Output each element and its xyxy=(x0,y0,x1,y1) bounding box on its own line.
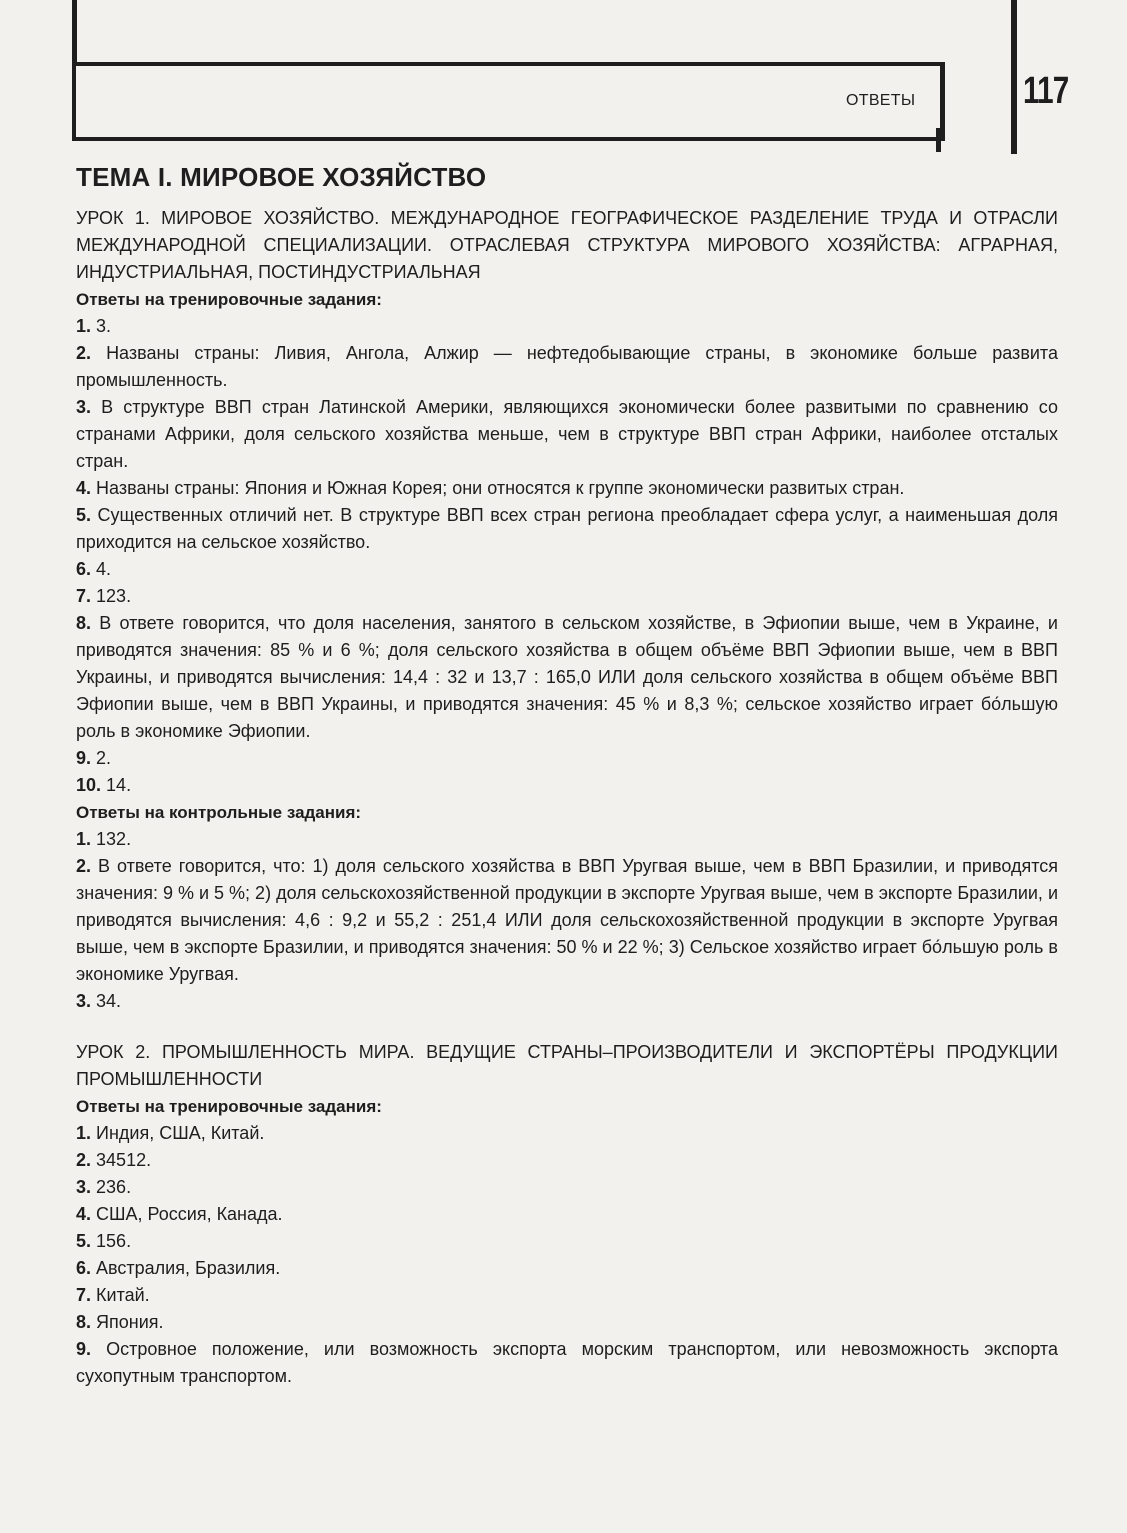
lesson-1-title: УРОК 1. МИРОВОЕ ХОЗЯЙСТВО. МЕЖДУНАРОДНОЕ ГЕОГРАФИЧЕСКОЕ РАЗДЕЛЕНИЕ ТРУДА И ОТРАСЛИ МЕЖДУНАРОДНОЙ СПЕЦИАЛИЗАЦИИ. ОТРАСЛЕВАЯ СТРУКТУРА МИРОВОГО ХОЗЯЙСТВА: АГРАРНАЯ, ИНДУСТРИАЛЬНАЯ, ПОСТИНДУСТРИАЛЬНАЯ xyxy=(76,208,1058,282)
answer-item xyxy=(76,745,1058,772)
answer-item xyxy=(76,313,1058,340)
answer-text: 2. xyxy=(96,748,112,768)
answer-item xyxy=(76,1309,1058,1336)
answer-item xyxy=(76,1228,1058,1255)
section-label: ОТВЕТЫ xyxy=(846,92,916,109)
answer-text: 3. xyxy=(96,316,112,336)
theme-title: ТЕМА I. МИРОВОЕ ХОЗЯЙСТВО xyxy=(76,162,487,192)
answer-number: 2. xyxy=(76,1150,92,1170)
lesson-2-title: УРОК 2. ПРОМЫШЛЕННОСТЬ МИРА. ВЕДУЩИЕ СТРАНЫ–ПРОИЗВОДИТЕЛИ И ЭКСПОРТЁРЫ ПРОДУКЦИИ ПРОМЫШЛЕННОСТИ xyxy=(76,1042,1058,1089)
answer-number: 3. xyxy=(76,991,92,1011)
answer-number: 8. xyxy=(76,613,92,633)
answer-text: Австралия, Бразилия. xyxy=(96,1258,281,1278)
answer-text: Индия, США, Китай. xyxy=(96,1123,265,1143)
answer-number: 9. xyxy=(76,748,92,768)
answer-number: 2. xyxy=(76,343,92,363)
answer-text: 156. xyxy=(96,1231,132,1251)
answer-text: 4. xyxy=(96,559,112,579)
answer-text: Названы страны: Япония и Южная Корея; они относятся к группе экономически развитых стран. xyxy=(96,478,905,498)
answer-item xyxy=(76,583,1058,610)
answer-text: В ответе говорится, что: 1) доля сельского хозяйства в ВВП Уругвая выше, чем в ВВП Бразилии, и приводятся значения: 9 % и 5 %; 2) доля сельскохозяйственной продукции в экспорте Уругвая выше, чем в экспорте Бразилии, и приводятся вычисления: 4,6 : 9,2 и 55,2 : 251,4 ИЛИ доля сельскохозяйственной продукции в экспорте Уругвая выше, чем в экспорте Бразилии, и приводятся значения: 50 % и 22 %; 3) Сельское хозяйство играет бо́льшую роль в экономике Уругвая. xyxy=(76,856,1058,984)
answer-item xyxy=(76,988,1058,1015)
answer-item xyxy=(76,556,1058,583)
answer-text: 34512. xyxy=(96,1150,152,1170)
answer-text: 132. xyxy=(96,829,132,849)
header-frame-tick xyxy=(936,128,941,152)
answer-item xyxy=(76,610,1058,745)
answer-item xyxy=(76,394,1058,475)
lesson-2-training-heading: Ответы на тренировочные задания: xyxy=(76,1097,382,1116)
answer-number: 3. xyxy=(76,1177,92,1197)
answer-item xyxy=(76,1336,1058,1390)
page-number: 117 xyxy=(1023,70,1069,112)
answer-text: Япония. xyxy=(96,1312,164,1332)
answer-number: 7. xyxy=(76,1285,92,1305)
lesson-2-training-list xyxy=(76,1120,1058,1390)
answer-text: В структуре ВВП стран Латинской Америки, являющихся экономически более развитыми по сравнению со странами Африки, доля сельского хозяйства меньше, чем в структуре ВВП стран Африки, наиболее отсталых стран. xyxy=(76,397,1058,471)
answer-number: 10. xyxy=(76,775,102,795)
answer-text: 123. xyxy=(96,586,132,606)
lesson-1-training-heading: Ответы на тренировочные задания: xyxy=(76,290,382,309)
answer-number: 1. xyxy=(76,316,92,336)
answer-number: 6. xyxy=(76,1258,92,1278)
answer-number: 2. xyxy=(76,856,92,876)
answer-text: США, Россия, Канада. xyxy=(96,1204,283,1224)
page-number-divider xyxy=(1011,0,1017,154)
answer-number: 6. xyxy=(76,559,92,579)
answer-text: В ответе говорится, что доля населения, занятого в сельском хозяйстве, в Эфиопии выше, чем в Украине, и приводятся значения: 85 % и 6 %; доля сельского хозяйства в общем объёме ВВП Эфиопии выше, чем в ВВП Украины, и приводятся вычисления: 14,4 : 32 и 13,7 : 165,0 ИЛИ доля сельского хозяйства в общем объёме ВВП Эфиопии выше, чем в ВВП Украины, и приводятся значения: 45 % и 8,3 %; сельское хозяйство играет бо́льшую роль в экономике Эфиопии. xyxy=(76,613,1058,741)
answer-number: 4. xyxy=(76,1204,92,1224)
answer-item xyxy=(76,1282,1058,1309)
answer-number: 3. xyxy=(76,397,92,417)
answer-number: 7. xyxy=(76,586,92,606)
answer-number: 5. xyxy=(76,1231,92,1251)
answer-number: 5. xyxy=(76,505,92,525)
answer-item xyxy=(76,853,1058,988)
answer-number: 1. xyxy=(76,829,92,849)
page-content xyxy=(76,205,1058,1390)
answer-item xyxy=(76,475,1058,502)
lesson-1-training-list xyxy=(76,313,1058,799)
answer-item xyxy=(76,1120,1058,1147)
answer-item xyxy=(76,340,1058,394)
lesson-1-control-list xyxy=(76,826,1058,1015)
answer-text: 34. xyxy=(96,991,122,1011)
answer-text: Названы страны: Ливия, Ангола, Алжир — нефтедобывающие страны, в экономике больше развита промышленность. xyxy=(76,343,1058,390)
answer-item xyxy=(76,1201,1058,1228)
answer-text: 14. xyxy=(106,775,132,795)
answer-item xyxy=(76,826,1058,853)
answer-text: Китай. xyxy=(96,1285,150,1305)
answer-text: Существенных отличий нет. В структуре ВВП всех стран региона преобладает сфера услуг, а наименьшая доля приходится на сельское хозяйство. xyxy=(76,505,1058,552)
answer-item xyxy=(76,1174,1058,1201)
lesson-1-control-heading: Ответы на контрольные задания: xyxy=(76,803,362,822)
answer-text: 236. xyxy=(96,1177,132,1197)
answer-number: 1. xyxy=(76,1123,92,1143)
answer-item xyxy=(76,502,1058,556)
answer-item xyxy=(76,1255,1058,1282)
answer-text: Островное положение, или возможность экспорта морским транспортом, или невозможность экспорта сухопутным транспортом. xyxy=(76,1339,1058,1386)
header-frame-left-line xyxy=(72,0,77,66)
section-gap xyxy=(76,1015,1058,1039)
answer-item xyxy=(76,1147,1058,1174)
answer-number: 9. xyxy=(76,1339,92,1359)
answer-number: 8. xyxy=(76,1312,92,1332)
answer-item xyxy=(76,772,1058,799)
header-frame xyxy=(72,62,945,141)
answer-number: 4. xyxy=(76,478,92,498)
